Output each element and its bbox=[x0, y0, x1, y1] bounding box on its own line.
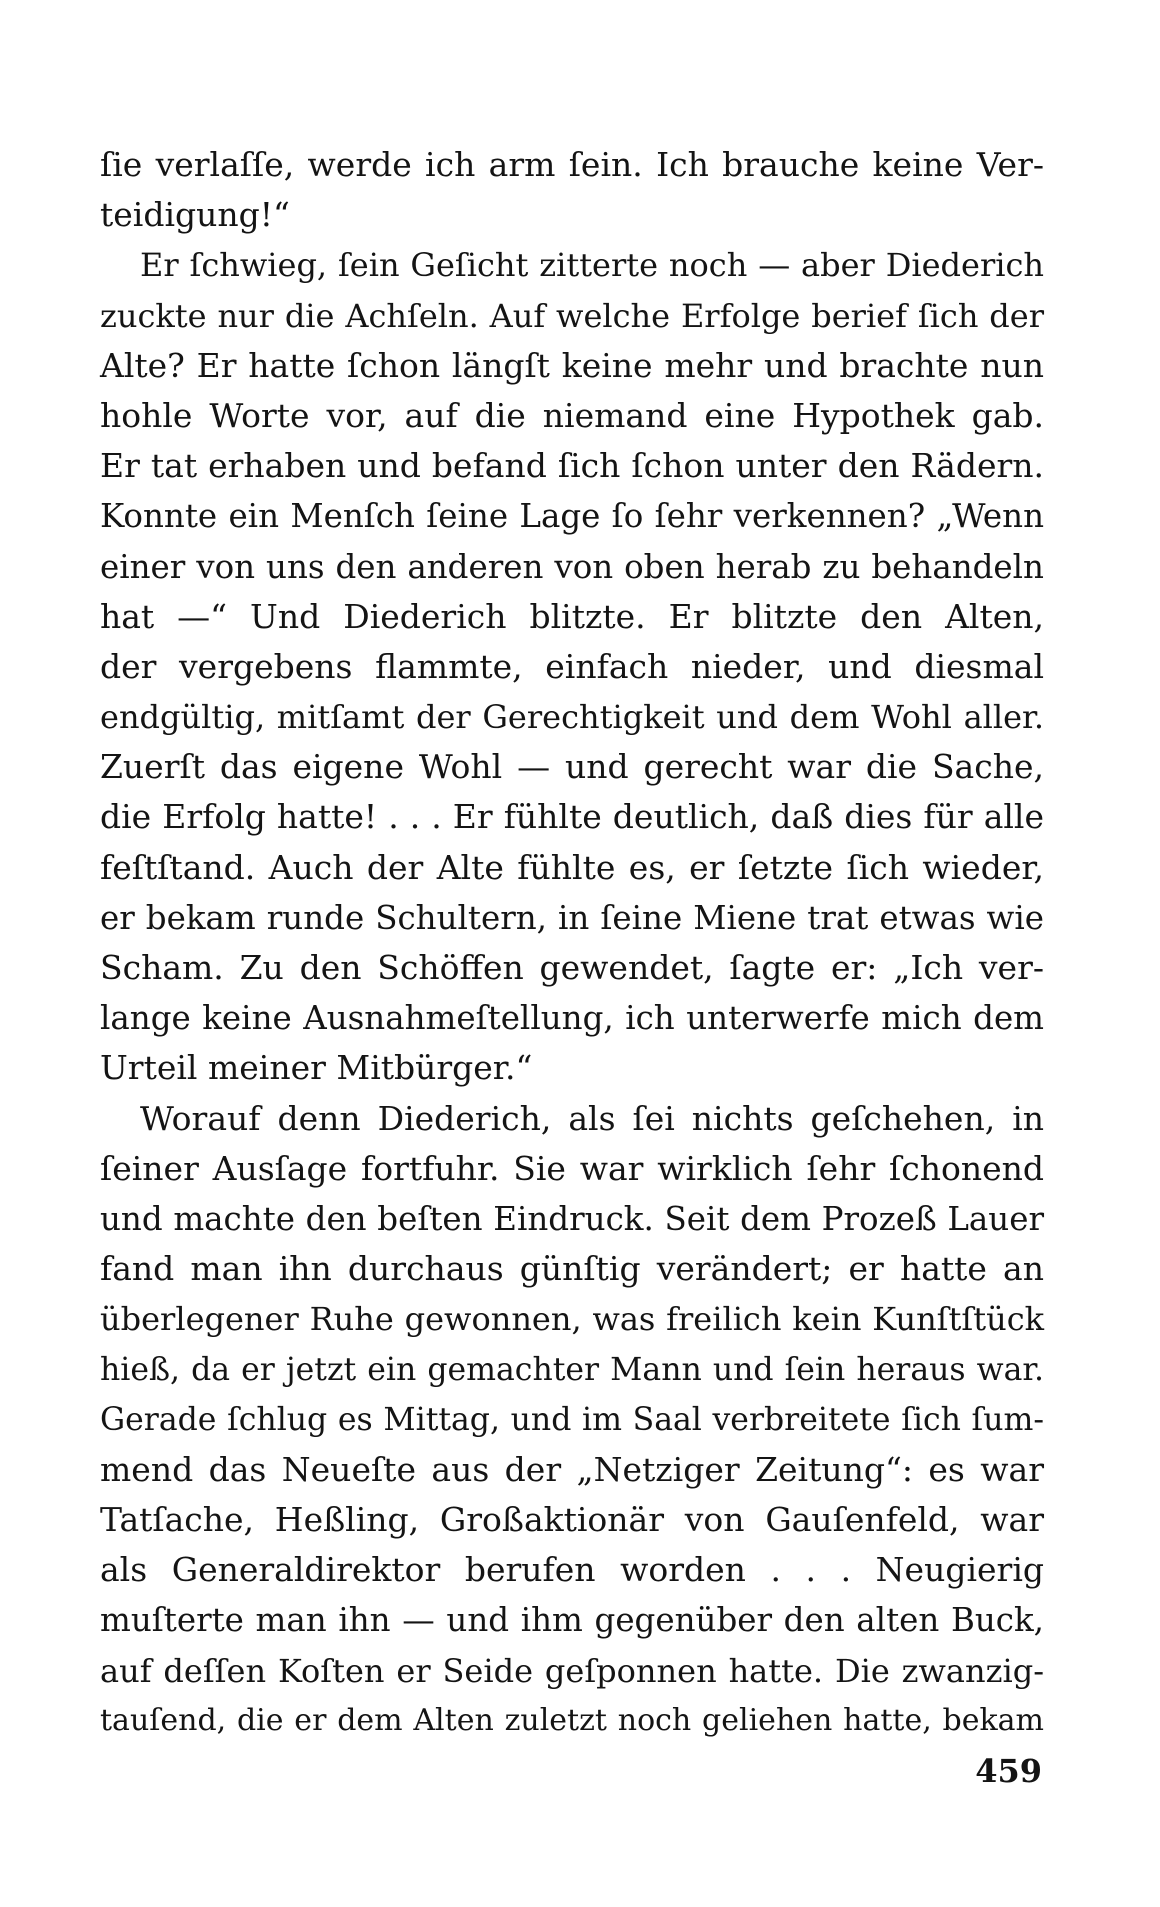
text-line: hieß, da er jetzt ein gemachter Mann und ſein heraus war. bbox=[100, 1351, 1044, 1388]
text-line: ſeiner Ausſage fortfuhr. Sie war wirklich ſehr ſchonend bbox=[100, 1148, 1044, 1188]
text-line: die Erfolg hatte! . . . Er fühlte deutlich, daß dies für alle bbox=[100, 797, 1044, 837]
text-line: auf deſſen Koſten er Seide geſponnen hatte. Die zwanzig- bbox=[100, 1651, 1044, 1690]
text-line: als Generaldirektor berufen worden . . . Neugierig bbox=[100, 1550, 1044, 1590]
text-line: der vergebens flammte, einfach nieder, und diesmal bbox=[100, 646, 1044, 686]
text-line: fand man ihn durchaus günſtig verändert; er hatte an bbox=[100, 1249, 1044, 1289]
text-line: Urteil meiner Mitbürger.“ bbox=[100, 1048, 533, 1088]
text-line: mend das Neueſte aus der „Netziger Zeitung“: es war bbox=[100, 1449, 1044, 1489]
body-text bbox=[100, 140, 1044, 1746]
text-line: Zuerſt das eigene Wohl — und gerecht war die Sache, bbox=[100, 747, 1044, 787]
text-line: er bekam runde Schultern, in ſeine Miene trat etwas wie bbox=[100, 898, 1044, 937]
text-line: Worauf denn Diederich, als ſei nichts geſchehen, in bbox=[140, 1098, 1044, 1138]
text-line: Scham. Zu den Schöffen gewendet, ſagte er: „Ich ver- bbox=[100, 948, 1044, 987]
text-line: Alte? Er hatte ſchon längſt keine mehr und brachte nun bbox=[100, 345, 1044, 385]
text-line: feſtſtand. Auch der Alte fühlte es, er ſetzte ſich wieder, bbox=[100, 847, 1044, 887]
text-line: Tatſache, Heßling, Großaktionär von Gauſenfeld, war bbox=[100, 1500, 1044, 1540]
page-number: 459 bbox=[975, 1752, 1042, 1790]
text-line: zuckte nur die Achſeln. Auf welche Erfolge berief ſich der bbox=[100, 296, 1044, 335]
text-line: Er tat erhaben und befand ſich ſchon unter den Rädern. bbox=[100, 446, 1044, 486]
text-line: Konnte ein Menſch ſeine Lage ſo ſehr verkennen? „Wenn bbox=[100, 497, 1044, 536]
text-line: und machte den beſten Eindruck. Seit dem Prozeß Lauer bbox=[100, 1199, 1044, 1238]
text-line: lange keine Ausnahmeſtellung, ich unterwerfe mich dem bbox=[100, 999, 1044, 1038]
text-line: muſterte man ihn — und ihm gegenüber den alten Buck, bbox=[100, 1601, 1044, 1640]
text-line: tauſend, die er dem Alten zuletzt noch geliehen hatte, bekam bbox=[100, 1702, 1044, 1738]
text-line: Er ſchwieg, ſein Geſicht zitterte noch — aber Diederich bbox=[140, 246, 1044, 285]
text-line: hat —“ Und Diederich blitzte. Er blitzte den Alten, bbox=[100, 596, 1044, 636]
text-line: Gerade ſchlug es Mittag, und im Saal verbreitete ſich ſum- bbox=[100, 1401, 1044, 1438]
text-line: hohle Worte vor, auf die niemand eine Hypothek gab. bbox=[100, 395, 1044, 435]
text-line: überlegener Ruhe gewonnen, was freilich kein Kunſtſtück bbox=[100, 1300, 1044, 1339]
text-line: endgültig, mitſamt der Gerechtigkeit und dem Wohl aller. bbox=[100, 698, 1044, 737]
text-line: einer von uns den anderen von oben herab zu behandeln bbox=[100, 547, 1044, 586]
text-line: ſie verlaſſe, werde ich arm ſein. Ich brauche keine Ver- bbox=[100, 145, 1044, 184]
text-line: teidigung!“ bbox=[100, 195, 290, 235]
